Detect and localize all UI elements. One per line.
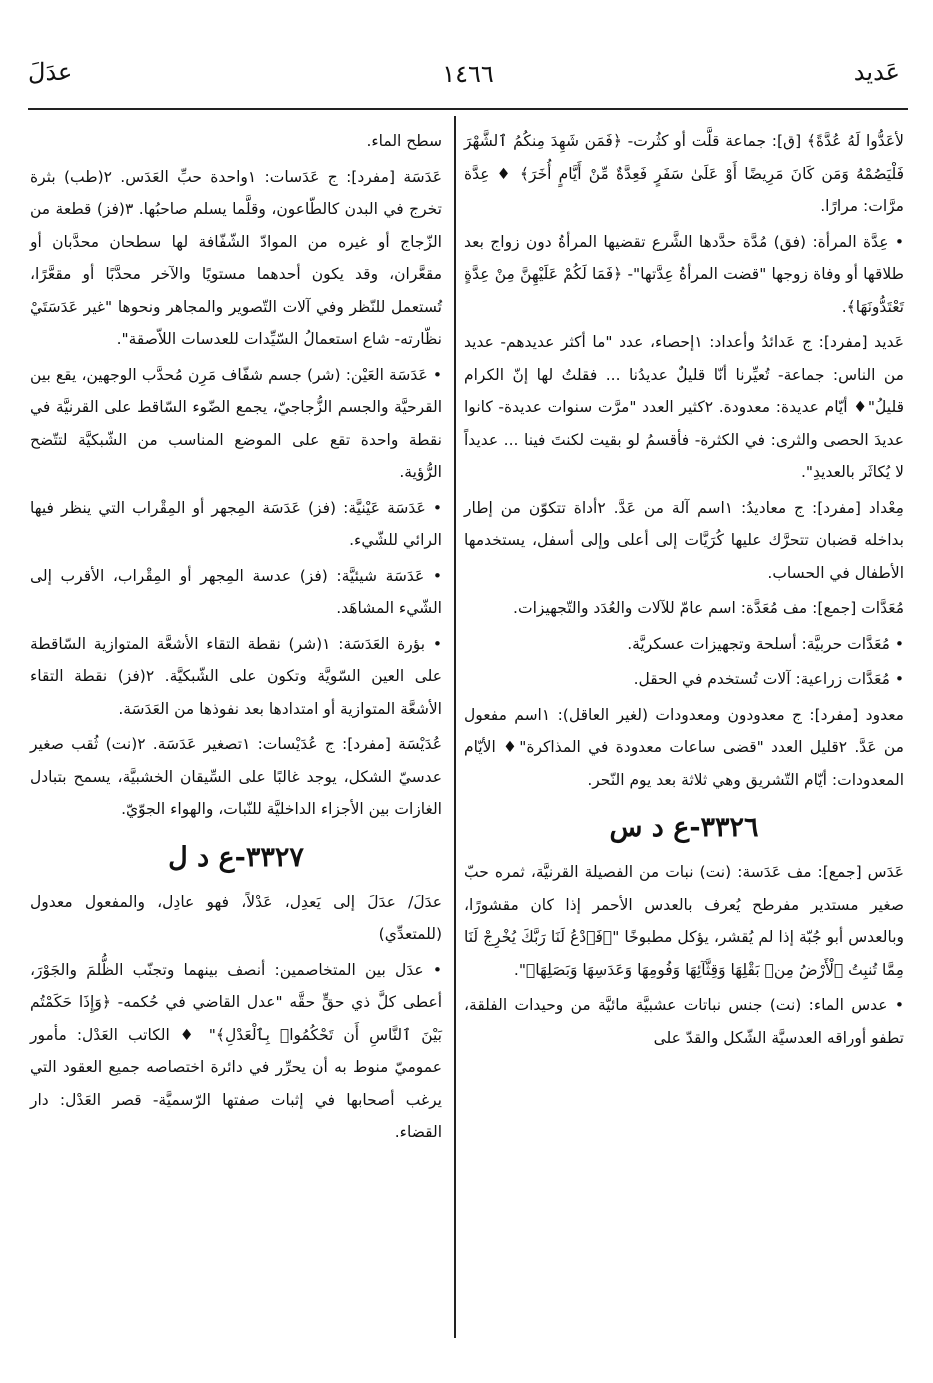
entry-paragraph: • عَدَسَة شيئيَّة: (فز) عدسة المِجهر أو المِقْراب، الأقرب إلى الشّيء المشاهَد. xyxy=(30,566,442,617)
header-last-entry: عدَلَ xyxy=(28,58,73,86)
entry-paragraph: عدَلَ/ عدَلَ إلى يَعدِل، عَدْلاً، فهو عادِل، والمفعول معدول (للمتعدِّي) xyxy=(30,892,442,943)
entry-paragraph: مِعْداد [مفرد]: ج معاديدُ: ١اسم آلة من عَدَّ. ٢أداة تتكوّن من إطار بداخله قضبان تتحرَّك عليها كُرَيَّات إلى أعلى وإلى أسفل، يستخدمها الأطفال في الحساب. xyxy=(464,498,904,582)
root-section-title: ٣٣٢٧-ع د ل xyxy=(168,841,304,873)
entry-paragraph: • عَدَسَة عَيْنيَّة: (فز) عَدَسَة المِجهر أو المِقْراب التي ينظر فيها الرائي للشّيء. xyxy=(30,498,442,549)
header-rule xyxy=(28,108,908,110)
running-head xyxy=(28,58,908,98)
entry-paragraph: عُدَيْسَة [مفرد]: ج عُدَيْسات: ١تصغير عَدَسَة. ٢(نت) ثُقب صغير عدسيّ الشكل، يوجد غالبًا على السِّيقان الخشبيَّة، يسمح بتبادل الغازات بين الأجزاء الداخليَّة للنّبات، والهواء الجوّيّ. xyxy=(30,735,442,818)
root-section-title: ٣٣٢٦-ع د س xyxy=(609,812,759,843)
entry-paragraph: • مُعَدَّات زراعية: آلات تُستخدم في الحقل. xyxy=(633,670,904,688)
entry-paragraph: • عدَل بين المتخاصمين: أنصف بينهما وتجنّب الظُّلمَ والجَوْرَ، أعطى كلَّ ذي حقٍّ حقَّه "عدل القاضي في حُكمه- ﴿وَإِذَا حَكَمْتُم بَيْنَ ٱلنَّاسِ أَن تَحْكُمُوا۟ بِٱلْعَدْلِ﴾" ♦ الكاتب العَدْل: مأمور عموميّ منوط به أن يحرِّر في دائرة اختصاصه جميع العقود التي يرغب أصحابها في إثبات صفتها الرّسميَّة- قصر العَدْل: دار القضاء. xyxy=(30,960,442,1141)
right-column xyxy=(464,125,904,1057)
column-divider xyxy=(454,116,456,1338)
entry-paragraph: سطح الماء. xyxy=(366,132,442,150)
entry-paragraph: مُعَدَّات [جمع]: مف مُعَدَّة: اسم عامّ للآلات والعُدَد والتّجهيزات. xyxy=(513,599,904,617)
entry-paragraph: معدود [مفرد]: ج معدودون ومعدودات (لغير العاقل): ١اسم مفعول من عَدَّ. ٢قليل العدد "قضى ساعات معدودة في المذاكرة"♦ الأيّام المعدودات: أيّام التّشريق وهي ثلاثة بعد يوم النّحر. xyxy=(464,705,904,789)
page-number: ١٤٦٦ xyxy=(442,60,494,88)
entry-paragraph: عَديد [مفرد]: ج عَدائدُ وأعداد: ١إحصاء، عدد "ما أكثر عديدهم- عديد من الناس: جماعة- تُعيِّرنا أنّا قليلٌ عديدُنا ... فقلتُ لها إنّ الكرام قليلُ"♦ أيّام عديدة: معدودة. ٢كثير العدد "مرَّت سنوات عديدة- كانوا عديدَ الحصى والثرى: في الكثرة- فأقسمُ لو بقيت لكنتَ فينا ... عديداً لا يُكاثَر بالعديدِ". xyxy=(464,333,904,481)
entry-paragraph: • عدس الماء: (نت) جنس نباتات عشبيَّة مائيَّة من وحيدات الفلقة، تطفو أوراقه العدسيَّة الشّكل والقدّ على xyxy=(464,996,904,1047)
left-column xyxy=(30,125,442,1152)
entry-paragraph: لأعَدُّوا لَهُ عُدَّةً﴾ [ق]: جماعة قلَّت أو كثُرت- ﴿فَمَن شَهِدَ مِنكُمُ ٱلشَّهْرَ فَلْيَصُمْهُ وَمَن كَانَ مَرِيضًا أَوْ عَلَىٰ سَفَرٍ فَعِدَّةٌ مِّنْ أَيَّامٍ أُخَرَ﴾ ♦ عِدَّة مرَّات: مرارًا. xyxy=(464,132,904,215)
entry-paragraph: • بؤرة العَدَسَة: ١(شر) نقطة التقاء الأشعَّة المتوازية السّاقطة على العين السّويَّة وتكون على الشّبكيَّة. ٢(فز) نقطة التقاء الأشعَّة المتوازية أو امتدادها بعد نفوذها من العَدَسَة. xyxy=(30,634,442,718)
entry-paragraph: عَدَس [جمع]: مف عَدَسة: (نت) نبات من الفصيلة القرنيَّة، ثمره حبّ صغير مستدير مفرطح يُعرف بالعدس الأحمر إذا كان مقشورًا، وبالعدس أبو جُبّة إذا لم يُقشر، يؤكل مطبوخًا "﴿فَٱدْعُ لَنَا رَبَّكَ يُخْرِجْ لَنَا مِمَّا تُنبِتُ ٱلْأَرْضُ مِنۢ بَقْلِهَا وَقِثَّآئِهَا وَفُومِهَا وَعَدَسِهَا وَبَصَلِهَا﴾". xyxy=(464,863,904,979)
entry-paragraph: عَدَسَة [مفرد]: ج عَدَسات: ١واحدة حبِّ العَدَس. ٢(طب) بثرة تخرج في البدن كالطّاعون، وقلَّما يسلم صاحبُها. ٣(فز) قطعة من الزّجاج أو غيره من الموادّ الشّفّافة لها سطحان محدَّبان أو مقعَّران، وقد يكون أحدهما مستويًا والآخر محدَّبًا أو مقعَّرًا، تُستعمل للنّظر وفي آلات التّصوير والمجاهر ونحوها "غير عَدَسَتَيْ نظّارته- شاع استعمالُ السّيِّدات للعدسات اللاّصقة". xyxy=(30,167,443,348)
entry-paragraph: • مُعَدَّات حربيَّة: أسلحة وتجهيزات عسكريَّة. xyxy=(627,634,904,653)
entry-paragraph: • عِدَّة المرأة: (فق) مُدَّة حدَّدها الشَّرع تقضيها المرأةُ دون زواج بعد طلاقها أو وفاة زوجها "قضت المرأةُ عِدَّتها"- ﴿فَمَا لَكُمْ عَلَيْهِنَّ مِنْ عِدَّةٍ تَعْتَدُّونَهَا﴾. xyxy=(464,232,904,316)
header-first-entry: عَديد xyxy=(853,58,900,86)
entry-paragraph: • عَدَسَة العَيْن: (شر) جسم شفّاف مَرِن مُحدَّب الوجهين، يقع بين القرحيَّة والجسم الزُّجاجيّ، يجمع الضّوء السّاقط على القرنيَّة في نقطة واحدة تقع على الموضع المناسب من الشّبكيَّة لتتّضح الرُّؤية. xyxy=(30,365,442,481)
